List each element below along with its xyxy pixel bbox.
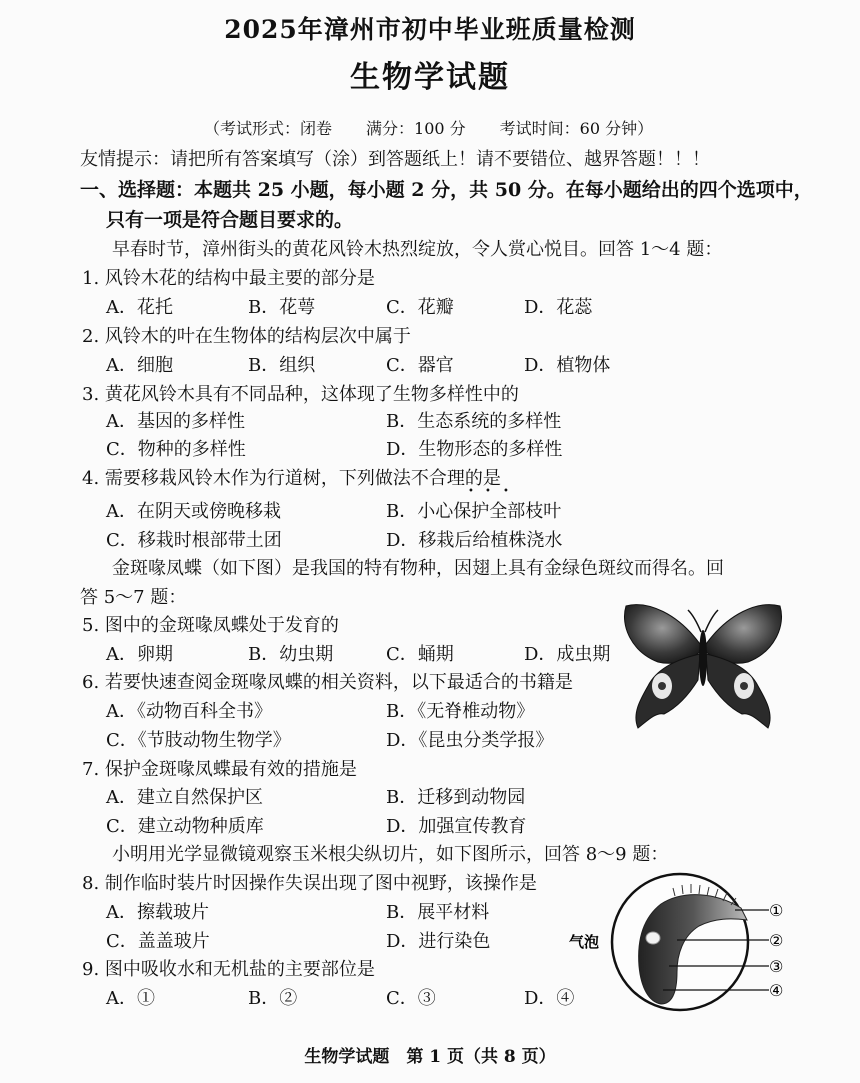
intro-q5-7-cont: 答 5～7 题： xyxy=(80,587,187,608)
question-5: 5. 图中的金斑喙凤蝶处于发育的 xyxy=(82,615,339,636)
exam-meta xyxy=(204,117,653,141)
root-label-1: ① xyxy=(769,901,784,920)
question-6: 6. 若要快速查阅金斑喙凤蝶的相关资料，以下最适合的书籍是 xyxy=(82,672,573,693)
q1-option-a: A．花托 xyxy=(106,297,173,318)
q7-option-a: A．建立自然保护区 xyxy=(106,787,263,808)
q2-option-b: B．组织 xyxy=(248,355,316,376)
exam-form: （考试形式：闭卷 xyxy=(204,119,333,138)
q1-option-d: D．花蕊 xyxy=(524,297,593,318)
bubble-label: 气泡 xyxy=(569,933,600,951)
q1-option-c: C．花瓣 xyxy=(386,297,454,318)
subject-title: 生物学试题 xyxy=(350,60,510,95)
q4-option-c: C．移栽时根部带土团 xyxy=(106,530,282,551)
root-label-4: ④ xyxy=(769,981,784,1000)
q1-option-b: B．花萼 xyxy=(248,297,316,318)
q3-option-a: A．基因的多样性 xyxy=(106,411,245,432)
q5-option-d: D．成虫期 xyxy=(524,644,611,665)
q4-option-a: A．在阴天或傍晚移栽 xyxy=(106,501,281,522)
q9-option-c: C．③ xyxy=(386,988,436,1009)
q8-option-d: D．进行染色 xyxy=(386,931,491,952)
q8-option-c: C．盖盖玻片 xyxy=(106,931,210,952)
intro-q1-4: 早春时节，漳州街头的黄花风铃木热烈绽放，令人赏心悦目。回答 1～4 题： xyxy=(112,239,723,260)
q7-option-c: C．建立动物种质库 xyxy=(106,816,264,837)
q9-option-a: A．① xyxy=(106,988,155,1009)
page-footer: 生物学试题 第 1 页（共 8 页） xyxy=(304,1047,556,1067)
exam-title: 2025年漳州市初中毕业班质量检测 xyxy=(224,15,636,44)
q2-option-c: C．器官 xyxy=(386,355,454,376)
q7-option-b: B．迁移到动物园 xyxy=(386,787,526,808)
emphasis-dot: • xyxy=(503,486,509,497)
question-8: 8. 制作临时装片时因操作失误出现了图中视野，该操作是 xyxy=(82,873,537,894)
question-2: 2. 风铃木的叶在生物体的结构层次中属于 xyxy=(82,326,411,347)
root-tip-figure xyxy=(565,870,795,1015)
q5-option-b: B．幼虫期 xyxy=(248,644,334,665)
q7-option-d: D．加强宣传教育 xyxy=(386,816,527,837)
root-label-3: ③ xyxy=(769,957,784,976)
question-4: 4. 需要移栽风铃木作为行道树，下列做法不合理的是 xyxy=(82,468,501,489)
question-3: 3. 黄花风铃木具有不同品种，这体现了生物多样性中的 xyxy=(82,384,519,405)
q6-option-d: D．《昆虫分类学报》 xyxy=(386,730,554,751)
intro-q8-9: 小明用光学显微镜观察玉米根尖纵切片，如下图所示，回答 8～9 题： xyxy=(112,844,669,865)
q5-option-c: C．蛹期 xyxy=(386,644,454,665)
q8-option-b: B．展平材料 xyxy=(386,902,490,923)
q6-option-a: A．《动物百科全书》 xyxy=(106,701,272,722)
q2-option-a: A．细胞 xyxy=(106,355,173,376)
q9-option-d: D．④ xyxy=(524,988,575,1009)
q6-option-b: B．《无脊椎动物》 xyxy=(386,701,535,722)
emphasis-dot: • xyxy=(485,486,491,497)
q8-option-a: A．擦载玻片 xyxy=(106,902,209,923)
q3-option-c: C．物种的多样性 xyxy=(106,439,246,460)
full-score: 满分：100 分 xyxy=(366,119,466,138)
q4-option-b: B．小心保护全部枝叶 xyxy=(386,501,562,522)
intro-q5-7: 金斑喙凤蝶（如下图）是我国的特有物种，因翅上具有金绿色斑纹而得名。回 xyxy=(112,558,724,579)
emphasis-dot: • xyxy=(468,486,474,497)
friendly-tip: 友情提示：请把所有答案填写（涂）到答题纸上！请不要错位、越界答题！！！ xyxy=(80,149,710,170)
q2-option-d: D．植物体 xyxy=(524,355,611,376)
q3-option-d: D．生物形态的多样性 xyxy=(386,439,563,460)
q4-option-d: D．移栽后给植株浇水 xyxy=(386,530,563,551)
q3-option-b: B．生态系统的多样性 xyxy=(386,411,562,432)
root-label-2: ② xyxy=(769,931,784,950)
question-7: 7. 保护金斑喙凤蝶最有效的措施是 xyxy=(82,759,357,780)
section-title-cont: 只有一项是符合题目要求的。 xyxy=(106,209,354,231)
butterfly-figure xyxy=(618,596,788,734)
question-1: 1. 风铃木花的结构中最主要的部分是 xyxy=(82,268,375,289)
question-9: 9. 图中吸收水和无机盐的主要部位是 xyxy=(82,959,375,980)
q9-option-b: B．② xyxy=(248,988,298,1009)
section-title: 一、选择题：本题共 25 小题，每小题 2 分，共 50 分。在每小题给出的四个选项中， xyxy=(80,179,813,201)
q6-option-c: C．《节肢动物生物学》 xyxy=(106,730,291,751)
q5-option-a: A．卵期 xyxy=(106,644,173,665)
exam-time: 考试时间：60 分钟） xyxy=(499,119,654,138)
